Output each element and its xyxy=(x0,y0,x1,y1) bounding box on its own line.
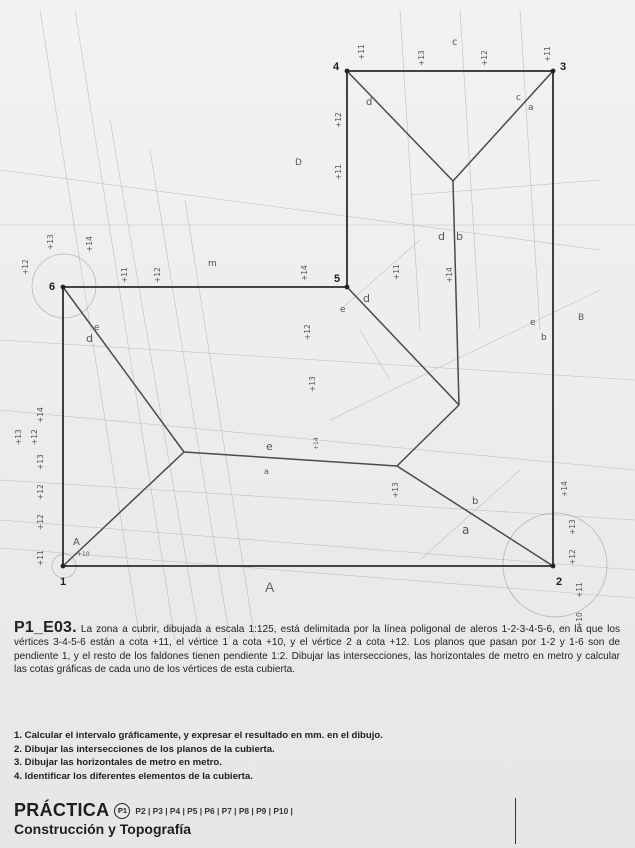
handwritten-annotation: a xyxy=(462,523,470,537)
exercise-statement: La zona a cubrir, dibujada a escala 1:125, está delimitada por la línea poligonal de aleros 1-2-3-4-5-6, en la que los vértices 3-4-5-6 están a cota +11, el vértice 1 a cota +10, y el vértice 2 a cota +12. Los planos que pasan por 1-2 y 1-6 son de pendiente 1, y el resto de los faldones tienen pendiente 1:2. Dibujar las intersecciones, las horizontales de metro en metro y calcular las cotas gráficas de cada uno de los vértices de esta cubierta. xyxy=(14,624,620,676)
list-item: 1. Calcular el intervalo gráficamente, y expresar el resultado en mm. en el dibujo. xyxy=(14,730,383,741)
vertex-dots xyxy=(61,69,556,569)
construction-circles xyxy=(32,254,607,617)
handwritten-annotation: +11 xyxy=(334,164,343,180)
handwritten-annotation: +12 xyxy=(334,112,343,128)
handwritten-annotation: e xyxy=(530,318,536,328)
handwritten-annotation: b xyxy=(541,333,547,343)
side-label-A: A xyxy=(265,579,275,595)
handwritten-annotation: +11 xyxy=(357,44,366,60)
handwritten-annotation: c xyxy=(452,37,458,48)
handwritten-annotation: +13 xyxy=(46,234,55,250)
divider xyxy=(515,798,516,844)
handwritten-annotation: +12 xyxy=(36,484,45,500)
handwritten-annotation: +11 xyxy=(120,267,129,283)
handwritten-annotation: +12 xyxy=(153,267,162,283)
handwritten-annotation: +13 xyxy=(391,482,400,498)
practice-title: PRÁCTICA xyxy=(14,800,110,820)
handwritten-annotation: +10 xyxy=(575,612,584,628)
handwritten-annotation: b xyxy=(472,496,479,507)
handwritten-annotation: A xyxy=(73,537,80,548)
handwritten-annotation: m xyxy=(208,259,217,269)
vertex-label-3: 3 xyxy=(560,61,567,73)
list-item: 2. Dibujar las intersecciones de los planos de la cubierta. xyxy=(14,743,275,755)
handwritten-annotation: +12 xyxy=(36,514,45,530)
handwritten-annotation: +12 xyxy=(480,50,489,66)
handwritten-annotation: c xyxy=(516,93,521,103)
handwritten-annotation: +14 xyxy=(85,236,94,252)
handwritten-annotation: +13 xyxy=(36,454,45,470)
handwritten-annotation: +14 xyxy=(300,265,309,281)
handwritten-annotation: +13 xyxy=(417,50,426,66)
course-subtitle: Construcción y Topografía xyxy=(14,821,192,837)
handwritten-annotation: d xyxy=(363,292,370,305)
handwritten-annotation: +14 xyxy=(36,407,45,423)
handwritten-annotation: +11 xyxy=(36,550,45,566)
vertex-label-1: 1 xyxy=(60,576,67,588)
handwritten-annotation: +11 xyxy=(575,582,584,598)
handwritten-annotation: a xyxy=(264,467,269,476)
handwritten-annotation: d xyxy=(366,97,373,108)
exercise-code: P1_E03. xyxy=(14,619,77,636)
exercise-statement-block xyxy=(14,621,620,677)
vertex-label-5: 5 xyxy=(334,273,341,285)
handwritten-annotation: +14 xyxy=(313,437,320,450)
list-item: 4. Identificar los diferentes elementos de la cubierta. xyxy=(14,770,253,782)
current-practice-badge: P1 xyxy=(114,803,130,819)
handwritten-annotation: +14 xyxy=(445,267,454,283)
footer xyxy=(14,800,534,837)
handwritten-annotation: +12 xyxy=(21,259,30,275)
handwritten-annotation: +14 xyxy=(560,481,569,497)
handwritten-annotation: +12 xyxy=(568,549,577,565)
practice-index: P2 | P3 | P4 | P5 | P6 | P7 | P8 | P9 | P10 | xyxy=(135,805,293,816)
list-item: 3. Dibujar las horizontales de metro en metro. xyxy=(14,757,222,769)
handwritten-annotation: e xyxy=(94,323,100,333)
handwritten-annotation: +13 xyxy=(568,519,577,535)
handwritten-annotation: e xyxy=(340,305,346,315)
handwritten-annotation: a xyxy=(528,103,534,113)
handwritten-annotation: D xyxy=(295,158,302,168)
task-list xyxy=(14,729,614,783)
handwritten-annotation: b xyxy=(456,230,463,243)
handwritten-annotation: +12 xyxy=(30,429,39,445)
vertex-label-4: 4 xyxy=(333,61,340,73)
handwritten-annotation: +10 xyxy=(77,551,90,558)
handwritten-annotation: +13 xyxy=(308,376,317,392)
handwritten-annotation: d xyxy=(86,332,93,345)
handwritten-annotation: d xyxy=(438,230,445,243)
vertex-label-2: 2 xyxy=(556,576,563,588)
handwritten-annotation: +11 xyxy=(543,46,552,62)
handwritten-annotation: B xyxy=(578,313,585,323)
handwritten-annotation: +12 xyxy=(303,324,312,340)
handwritten-annotation: e xyxy=(266,440,273,453)
handwritten-annotation: +13 xyxy=(14,429,23,445)
vertex-label-6: 6 xyxy=(49,281,56,293)
handwritten-annotation: +11 xyxy=(392,264,401,280)
